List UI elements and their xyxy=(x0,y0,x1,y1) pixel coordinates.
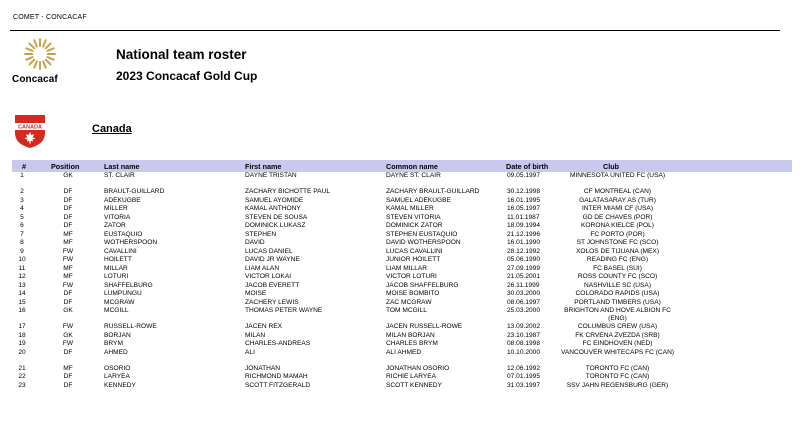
player-last-name: SHAFFELBURG xyxy=(104,281,153,289)
player-club: GALATASARAY AS (TUR) xyxy=(579,196,656,204)
table-row xyxy=(0,323,800,332)
concacaf-logo-text: Concacaf xyxy=(12,74,58,85)
player-first-name: ZACHARY BICHOTTE PAUL xyxy=(245,188,331,195)
table-row xyxy=(0,299,800,308)
table-row xyxy=(0,248,800,257)
player-position: MF xyxy=(63,273,73,280)
player-number: 6 xyxy=(20,222,24,229)
player-number: 19 xyxy=(18,340,26,347)
player-common-name: JACEN RUSSELL-ROWE xyxy=(386,323,463,330)
player-common-name: DOMINICK ZATOR xyxy=(386,222,443,229)
player-last-name: MCGILL xyxy=(104,307,129,314)
player-number: 8 xyxy=(20,239,24,246)
player-date-of-birth: 08.06.1997 xyxy=(507,298,541,306)
player-common-name: DAVID WOTHERSPOON xyxy=(386,239,461,246)
canada-crest-icon xyxy=(13,113,47,149)
player-common-name: RICHIE LARYEA xyxy=(386,373,437,380)
player-first-name: DAYNE TRISTAN xyxy=(245,172,297,179)
player-number: 20 xyxy=(18,348,26,356)
player-position: DF xyxy=(63,381,73,389)
team-name: Canada xyxy=(92,123,132,135)
table-row xyxy=(0,222,800,231)
col-first-name: First name xyxy=(245,162,282,171)
player-number: 11 xyxy=(18,264,26,272)
player-first-name: STEVEN DE SOUSA xyxy=(245,213,308,221)
player-date-of-birth: 30.03.2000 xyxy=(507,290,541,297)
player-club: FC BASEL (SUI) xyxy=(593,264,642,272)
player-date-of-birth: 30.12.1998 xyxy=(507,188,541,195)
player-position: DF xyxy=(63,188,73,195)
player-number: 9 xyxy=(20,247,24,255)
player-club: NASHVILLE SC (USA) xyxy=(583,281,652,289)
player-position: FW xyxy=(62,247,74,255)
player-first-name: SAMUEL AYOMIDE xyxy=(245,196,304,204)
player-first-name: DOMINICK LUKASZ xyxy=(245,222,306,229)
player-date-of-birth: 10.10.2000 xyxy=(507,348,541,356)
player-club: PORTLAND TIMBERS (USA) xyxy=(574,298,661,306)
player-last-name: OSORIO xyxy=(104,364,131,372)
roster-table xyxy=(0,172,800,398)
player-last-name: MCGRAW xyxy=(104,298,135,306)
player-club: COLUMBUS CREW (USA) xyxy=(577,323,658,330)
table-row xyxy=(0,307,800,323)
player-last-name: LARYEA xyxy=(104,373,130,380)
player-date-of-birth: 13.09.2002 xyxy=(507,323,541,330)
player-last-name: EUSTAQUIO xyxy=(104,230,143,238)
table-row xyxy=(0,239,800,248)
player-position: DF xyxy=(63,196,73,204)
player-club: GD DE CHAVES (POR) xyxy=(582,213,653,221)
player-common-name: ZACHARY BRAULT-GUILLARD xyxy=(386,188,480,195)
table-row xyxy=(0,172,800,188)
player-number: 10 xyxy=(18,256,26,263)
player-number: 15 xyxy=(18,298,26,306)
page-title: National team roster xyxy=(116,47,247,62)
player-club: BRIGHTON AND HOVE ALBION FC (ENG) xyxy=(564,307,671,322)
player-common-name: JACOB SHAFFELBURG xyxy=(386,281,459,289)
player-first-name: JONATHAN xyxy=(245,364,281,372)
table-row xyxy=(0,365,800,374)
col-number: # xyxy=(22,162,26,171)
player-first-name: DAVID JR WAYNE xyxy=(245,256,300,263)
player-last-name: BRYM xyxy=(104,340,123,347)
player-club: TORONTO FC (CAN) xyxy=(585,364,650,372)
player-date-of-birth: 25.03.2000 xyxy=(507,307,541,314)
col-position: Position xyxy=(51,162,80,171)
table-row xyxy=(0,188,800,197)
player-club: TORONTO FC (CAN) xyxy=(585,373,650,380)
table-row xyxy=(0,349,800,365)
player-position: MF xyxy=(63,239,73,246)
player-position: FW xyxy=(62,256,74,263)
player-date-of-birth: 31.03.1997 xyxy=(507,381,541,389)
col-date-of-birth: Date of birth xyxy=(506,162,549,171)
player-first-name: DAVID xyxy=(245,239,265,246)
player-last-name: MILLAR xyxy=(104,264,128,272)
table-row xyxy=(0,256,800,265)
player-position: MF xyxy=(63,230,73,238)
player-number: 16 xyxy=(18,307,26,314)
player-last-name: MILLER xyxy=(104,205,128,212)
player-number: 4 xyxy=(20,205,24,212)
table-row xyxy=(0,332,800,341)
player-date-of-birth: 28.12.1992 xyxy=(507,247,541,255)
table-row xyxy=(0,231,800,240)
player-first-name: SCOTT FITZGERALD xyxy=(245,381,311,389)
player-date-of-birth: 08.08.1998 xyxy=(507,340,541,347)
player-common-name: ALI AHMED xyxy=(386,348,422,356)
table-row xyxy=(0,373,800,382)
table-row xyxy=(0,205,800,214)
player-first-name: ALI xyxy=(245,348,255,356)
player-date-of-birth: 26.11.1999 xyxy=(507,281,540,289)
col-common-name: Common name xyxy=(386,162,438,171)
player-last-name: LUMPUNGU xyxy=(104,290,142,297)
player-first-name: KAMAL ANTHONY xyxy=(245,205,301,212)
player-club: FC PORTO (POR) xyxy=(590,230,645,238)
player-first-name: LUCAS DANIEL xyxy=(245,247,293,255)
player-number: 5 xyxy=(20,213,24,221)
player-last-name: VITORIA xyxy=(104,213,131,221)
player-common-name: KAMAL MILLER xyxy=(386,205,434,212)
player-date-of-birth: 12.06.1992 xyxy=(507,364,541,372)
player-date-of-birth: 18.09.1994 xyxy=(507,222,541,229)
player-club: ROSS COUNTY FC (SCO) xyxy=(577,273,658,280)
player-date-of-birth: 21.12.1996 xyxy=(507,230,541,238)
header-divider xyxy=(10,30,780,31)
player-club: CF MONTREAL (CAN) xyxy=(583,188,652,195)
player-date-of-birth: 07.01.1995 xyxy=(507,373,541,380)
player-position: DF xyxy=(63,205,73,212)
player-club: FK CRVENA ZVEZDA (SRB) xyxy=(575,331,660,339)
player-position: GK xyxy=(63,331,73,339)
player-date-of-birth: 11.01.1987 xyxy=(507,213,540,221)
player-common-name: LIAM MILLAR xyxy=(386,264,428,272)
player-common-name: MOISE BOMBITO xyxy=(386,290,440,297)
player-number: 13 xyxy=(18,281,26,289)
player-common-name: ZAC MCGRAW xyxy=(386,298,432,306)
player-position: FW xyxy=(62,323,74,330)
player-club: COLORADO RAPIDS (USA) xyxy=(575,290,660,297)
player-date-of-birth: 23.10.1987 xyxy=(507,331,541,339)
crest-label: CANADA xyxy=(18,124,42,131)
player-club: VANCOUVER WHITECAPS FC (CAN) xyxy=(560,348,675,356)
player-common-name: CHARLES BRYM xyxy=(386,340,438,347)
player-last-name: ZATOR xyxy=(104,222,126,229)
player-date-of-birth: 05.06.1990 xyxy=(507,256,541,263)
player-first-name: LIAM ALAN xyxy=(245,264,280,272)
table-row xyxy=(0,265,800,274)
player-last-name: LOTURI xyxy=(104,273,129,280)
table-row xyxy=(0,382,800,398)
player-number: 12 xyxy=(18,273,26,280)
player-club: MINNESOTA UNITED FC (USA) xyxy=(569,172,666,179)
document-header-tag: COMET - CONCACAF xyxy=(13,14,87,21)
player-last-name: CAVALLINI xyxy=(104,247,137,255)
player-number: 22 xyxy=(18,373,26,380)
player-club: FC EINDHOVEN (NED) xyxy=(582,340,653,347)
player-common-name: TOM MCGILL xyxy=(386,307,427,314)
player-common-name: STEVEN VITORIA xyxy=(386,213,441,221)
player-position: MF xyxy=(63,364,73,372)
player-club: READING FC (ENG) xyxy=(586,256,649,263)
player-last-name: WOTHERSPOON xyxy=(104,239,158,246)
player-number: 1 xyxy=(20,172,24,179)
player-club: XOLOS DE TIJUANA (MEX) xyxy=(575,247,660,255)
player-first-name: CHARLES-ANDREAS xyxy=(245,340,311,347)
player-position: MF xyxy=(63,264,73,272)
player-last-name: RUSSELL-ROWE xyxy=(104,323,157,330)
player-position: DF xyxy=(63,213,73,221)
player-club: SSV JAHN REGENSBURG (GER) xyxy=(566,381,669,389)
player-first-name: RICHMOND MAMAH xyxy=(245,373,308,380)
player-first-name: JACEN REX xyxy=(245,323,283,330)
player-common-name: SAMUEL ADEKUGBE xyxy=(386,196,451,204)
player-club: KORONA KIELCE (POL) xyxy=(581,222,654,229)
player-number: 2 xyxy=(20,188,24,195)
player-number: 17 xyxy=(18,323,26,330)
player-first-name: VICTOR LOKAI xyxy=(245,273,292,280)
table-row xyxy=(0,340,800,349)
player-first-name: MOISE xyxy=(245,290,267,297)
player-first-name: JACOB EVERETT xyxy=(245,281,300,289)
col-club: Club xyxy=(603,162,619,171)
player-first-name: MILAN xyxy=(245,331,266,339)
player-common-name: LUCAS CAVALLINI xyxy=(386,247,443,255)
player-date-of-birth: 09.05.1997 xyxy=(507,172,541,179)
player-position: DF xyxy=(63,348,73,356)
table-row xyxy=(0,214,800,223)
player-common-name: JONATHAN OSORIO xyxy=(386,364,450,372)
player-number: 3 xyxy=(20,196,24,204)
player-position: DF xyxy=(63,298,73,306)
player-club: INTER MIAMI CF (USA) xyxy=(581,205,654,212)
player-common-name: SCOTT KENNEDY xyxy=(386,381,442,389)
player-last-name: HOILETT xyxy=(104,256,132,263)
page-subtitle: 2023 Concacaf Gold Cup xyxy=(116,69,258,83)
table-row xyxy=(0,273,800,282)
player-first-name: STEPHEN xyxy=(245,230,277,238)
player-last-name: ST. CLAIR xyxy=(104,172,135,179)
player-date-of-birth: 27.09.1999 xyxy=(507,264,541,272)
table-header xyxy=(12,160,792,172)
table-row xyxy=(0,197,800,206)
table-row xyxy=(0,290,800,299)
player-date-of-birth: 16.01.1990 xyxy=(507,239,541,246)
player-position: DF xyxy=(63,290,73,297)
player-common-name: MILAN BORJAN xyxy=(386,331,435,339)
player-position: DF xyxy=(63,222,73,229)
table-row xyxy=(0,282,800,291)
player-common-name: DAYNE ST. CLAIR xyxy=(386,172,441,179)
player-first-name: ZACHERY LEWIS xyxy=(245,298,299,306)
player-common-name: VICTOR LOTURI xyxy=(386,273,437,280)
player-number: 18 xyxy=(18,331,26,339)
player-position: DF xyxy=(63,373,73,380)
player-date-of-birth: 16.05.1997 xyxy=(507,205,541,212)
player-last-name: BRAULT-GUILLARD xyxy=(104,188,165,195)
player-last-name: BORJAN xyxy=(104,331,131,339)
player-position: FW xyxy=(62,340,74,347)
player-date-of-birth: 16.01.1995 xyxy=(507,196,541,204)
player-common-name: JUNIOR HOILETT xyxy=(386,256,441,263)
player-last-name: KENNEDY xyxy=(104,381,136,389)
player-position: GK xyxy=(63,172,73,179)
player-position: GK xyxy=(63,307,73,314)
player-last-name: AHMED xyxy=(104,348,128,356)
player-first-name: THOMAS PETER WAYNE xyxy=(245,307,323,314)
player-number: 14 xyxy=(18,290,26,297)
player-common-name: STEPHEN EUSTAQUIO xyxy=(386,230,458,238)
player-date-of-birth: 21.05.2001 xyxy=(507,273,541,280)
player-number: 7 xyxy=(20,230,24,238)
col-last-name: Last name xyxy=(104,162,140,171)
player-last-name: ADEKUGBE xyxy=(104,196,141,204)
player-number: 21 xyxy=(18,364,26,372)
player-club: ST JOHNSTONE FC (SCO) xyxy=(576,239,659,246)
player-number: 23 xyxy=(18,381,26,389)
player-position: FW xyxy=(62,281,74,289)
